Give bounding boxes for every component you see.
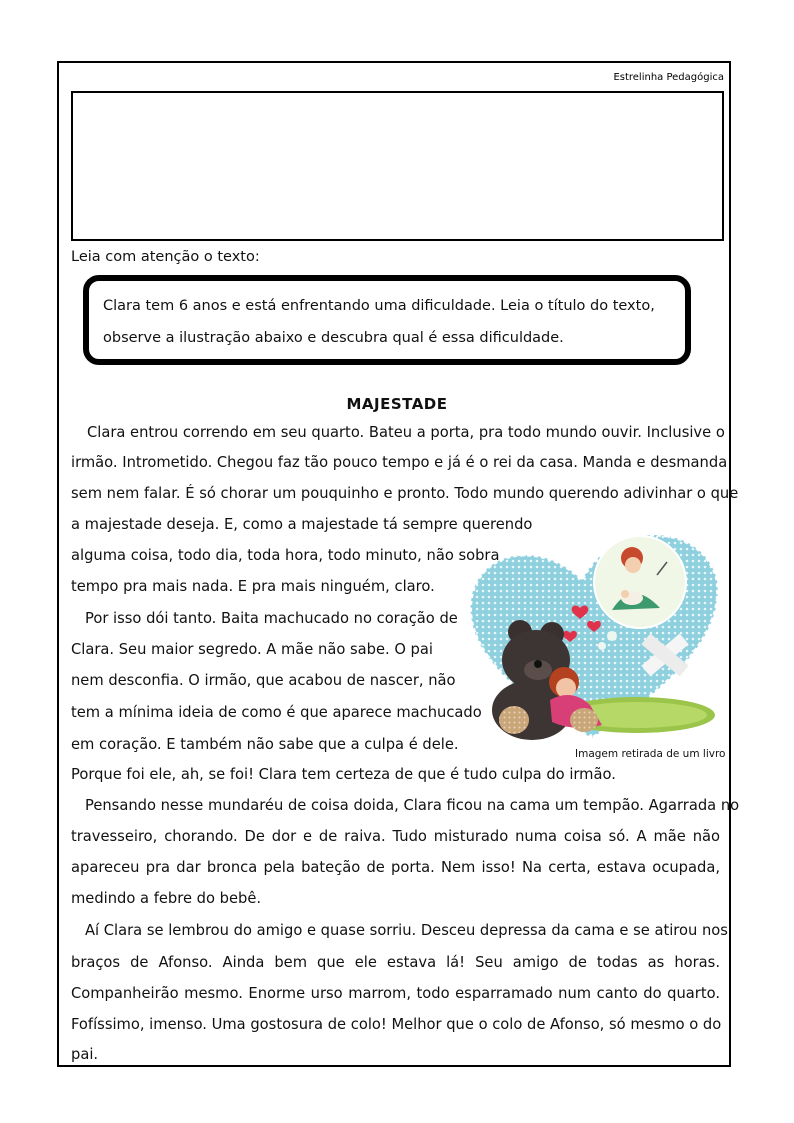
- story-line: em coração. E também não sabe que a culpa é dele.: [71, 736, 459, 753]
- story-line: tempo pra mais nada. E pra mais ninguém, claro.: [71, 578, 435, 595]
- story-line: irmão. Intrometido. Chegou faz tão pouco tempo e já é o rei da casa. Manda e desmanda: [71, 454, 728, 471]
- story-line: braços de Afonso. Ainda bem que ele estava lá! Seu amigo de todas as horas.: [71, 954, 720, 971]
- story-line: Fofíssimo, imenso. Uma gostosura de colo! Melhor que o colo de Afonso, só mesmo o do: [71, 1016, 722, 1033]
- story-line: alguma coisa, todo dia, toda hora, todo minuto, não sobra: [71, 547, 500, 564]
- story-illustration: [462, 510, 722, 740]
- illustration-caption: Imagem retirada de um livro: [575, 748, 726, 760]
- story-line: nem desconfia. O irmão, que acabou de nascer, não: [71, 672, 456, 689]
- story-title: MAJESTADE: [346, 395, 448, 413]
- story-line: a majestade deseja. E, como a majestade tá sempre querendo: [71, 516, 533, 533]
- intro-line: Clara tem 6 anos e está enfrentando uma dificuldade. Leia o título do texto,: [103, 298, 655, 314]
- intro-line: observe a ilustração abaixo e descubra qual é essa dificuldade.: [103, 330, 564, 346]
- story-line: sem nem falar. É só chorar um pouquinho e pronto. Todo mundo querendo adivinhar o que: [71, 485, 739, 502]
- story-line: Por isso dói tanto. Baita machucado no coração de: [85, 610, 458, 627]
- instruction-text: Leia com atenção o texto:: [71, 249, 260, 265]
- story-line: Aí Clara se lembrou do amigo e quase sorriu. Desceu depressa da cama e se atirou nos: [85, 922, 728, 939]
- story-line: medindo a febre do bebê.: [71, 890, 262, 907]
- story-line: Pensando nesse mundaréu de coisa doida, Clara ficou na cama um tempão. Agarrada no: [85, 797, 740, 814]
- story-line: apareceu pra dar bronca pela bateção de porta. Nem isso! Na certa, estava ocupada,: [71, 859, 720, 876]
- story-line: Porque foi ele, ah, se foi! Clara tem certeza de que é tudo culpa do irmão.: [71, 766, 616, 783]
- story-line: pai.: [71, 1046, 99, 1063]
- brand-label: Estrelinha Pedagógica: [613, 72, 724, 83]
- story-line: tem a mínima ideia de como é que aparece machucado: [71, 704, 482, 721]
- story-line: travesseiro, chorando. De dor e de raiva. Tudo misturado numa coisa só. A mãe não: [71, 828, 720, 845]
- name-header-box: [71, 91, 724, 241]
- story-line: Clara entrou correndo em seu quarto. Bateu a porta, pra todo mundo ouvir. Inclusive o: [87, 424, 725, 441]
- story-line: Companheirão mesmo. Enorme urso marrom, todo esparramado num canto do quarto.: [71, 985, 720, 1002]
- intro-box: [83, 275, 691, 365]
- story-line: Clara. Seu maior segredo. A mãe não sabe. O pai: [71, 641, 433, 658]
